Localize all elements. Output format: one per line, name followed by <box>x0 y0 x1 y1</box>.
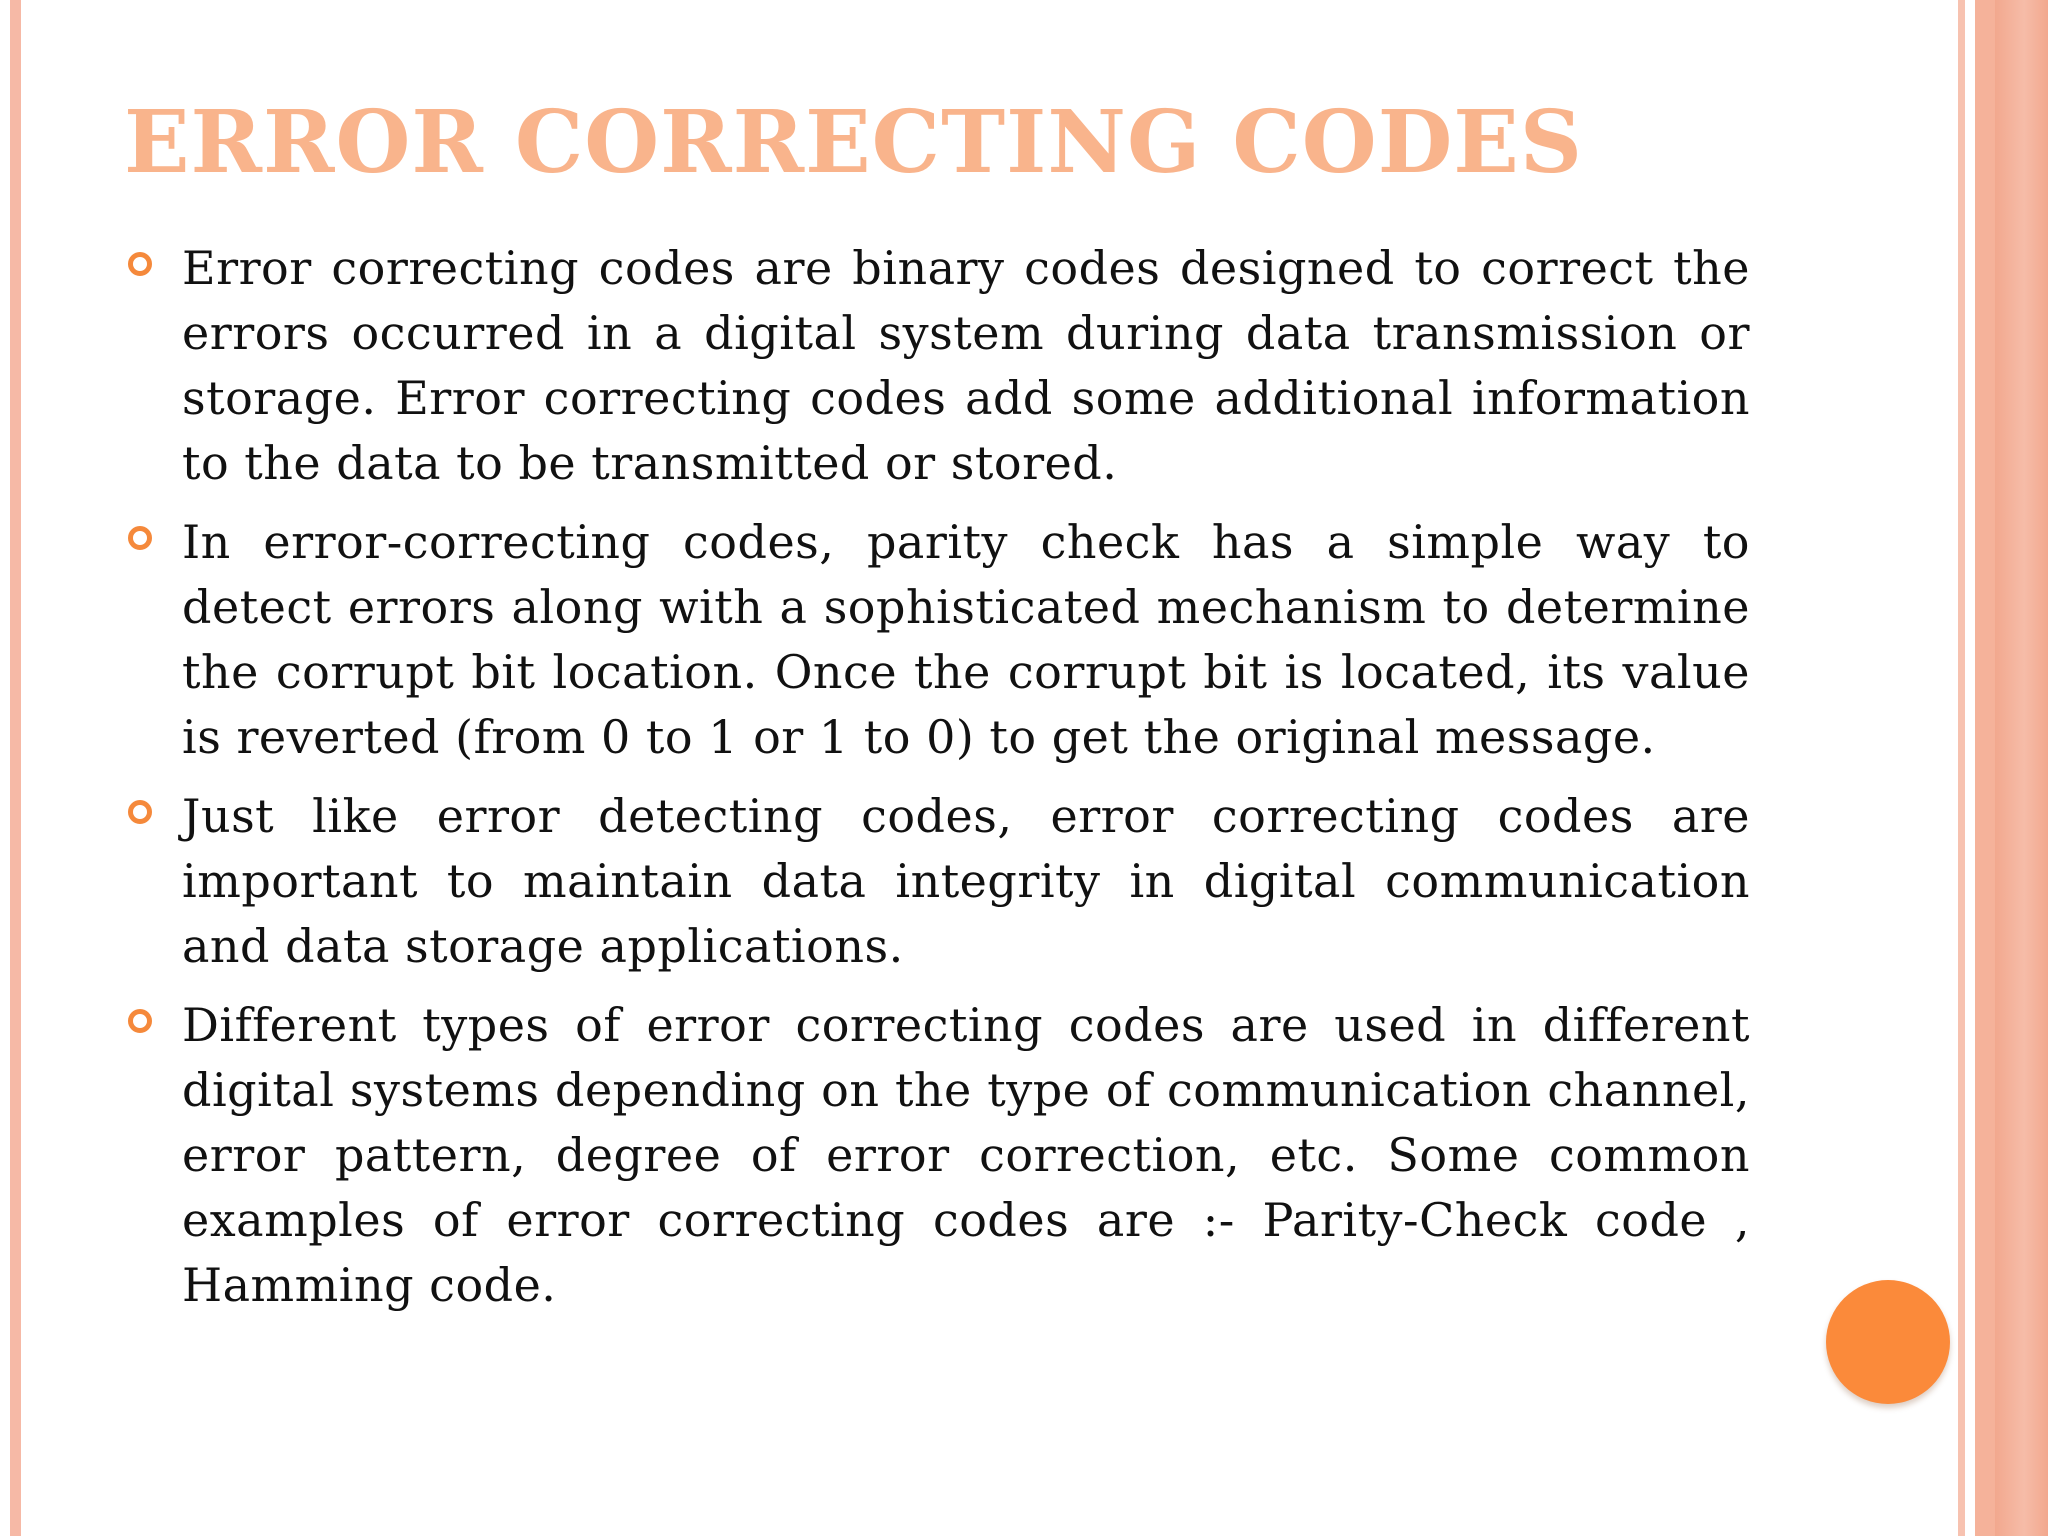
bullet-item <box>128 236 1750 496</box>
ring-bullet-icon <box>128 800 152 824</box>
bullet-text: Just like error detecting codes, error correcting codes are important to maintain data integrity in digital communication and data storage applications. <box>182 789 1750 973</box>
right-decorative-stripe-mid <box>1975 0 1995 1536</box>
slide-title: ERROR CORRECTING CODES <box>124 92 1583 193</box>
bullet-list <box>128 236 1750 1332</box>
bullet-text: Error correcting codes are binary codes designed to correct the errors occurred in a digital system during data transmission or storage. Error correcting codes add some additional information to the data to be transmitted or stored. <box>182 241 1750 490</box>
ring-bullet-icon <box>128 252 152 276</box>
bullet-text: In error-correcting codes, parity check has a simple way to detect errors along with a sophisticated mechanism to determine the corrupt bit location. Once the corrupt bit is located, its value is reverted (from 0 to 1 or 1 to 0) to get the original message. <box>182 515 1750 764</box>
bullet-item <box>128 993 1750 1318</box>
left-decorative-bar <box>10 0 21 1536</box>
bullet-item <box>128 784 1750 979</box>
decorative-orange-circle <box>1826 1280 1950 1404</box>
bullet-text: Different types of error correcting codes are used in different digital systems depending on the type of communication channel, error pattern, degree of error correction, etc. Some common examples of error correcting codes are :- Parity-Check code , Hamming code. <box>182 998 1750 1312</box>
bullet-item <box>128 510 1750 770</box>
ring-bullet-icon <box>128 526 152 550</box>
right-decorative-stripe-thin <box>1958 0 1965 1536</box>
right-decorative-stripe-wide <box>1995 0 2048 1536</box>
ring-bullet-icon <box>128 1009 152 1033</box>
